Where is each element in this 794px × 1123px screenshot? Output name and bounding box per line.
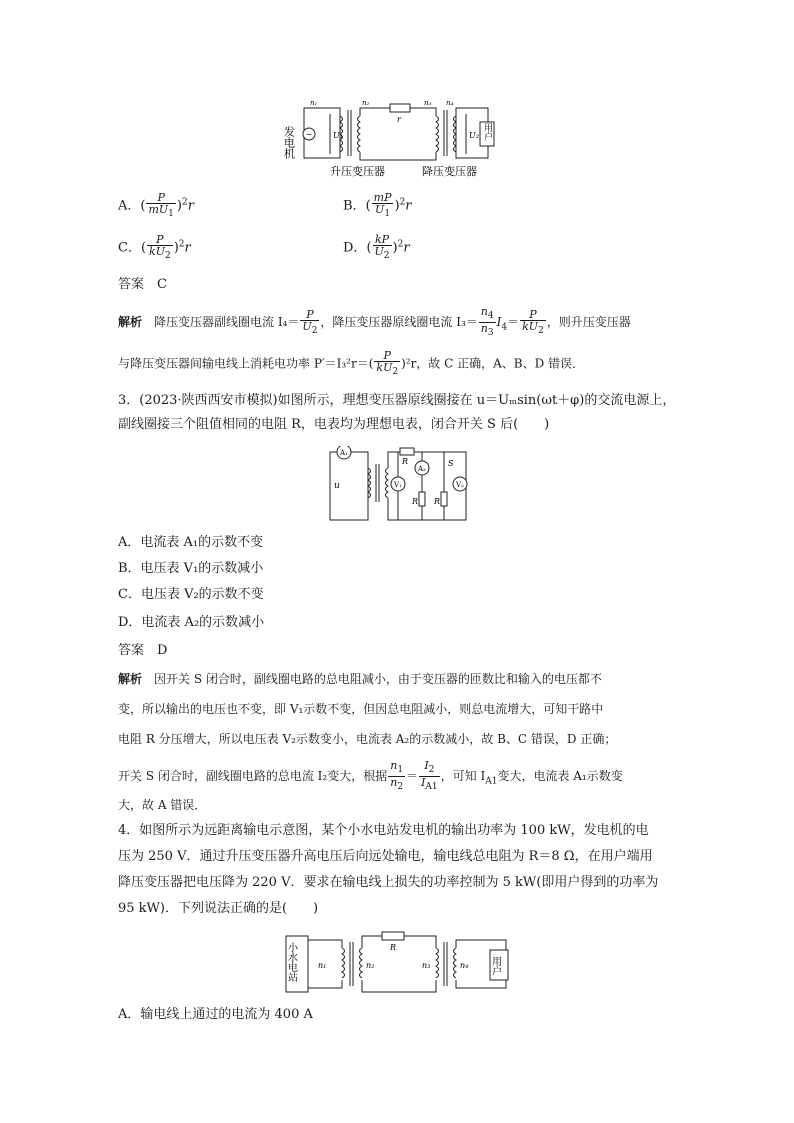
q3-source-u-label: u — [334, 481, 340, 491]
q4-stem-line-3: 降压变压器把电压降为 220 V．要求在输电线上损失的功率控制为 5 kW(即用户得到的功率为 — [118, 875, 659, 890]
q4-transmission-figure — [282, 928, 522, 1000]
q3-option-a[interactable]: A．电流表 A₁的示数不变 — [118, 535, 264, 550]
q3-resistor-3-label: R — [434, 497, 441, 506]
resistor-r-label: r — [397, 115, 401, 124]
ac-source-icon: ~ — [305, 130, 313, 139]
q3-stem-line-2: 副线圈接三个阻值相同的电阻 R，电表均为理想电表，闭合开关 S 后( ) — [118, 417, 550, 432]
q4-n2-label: n₂ — [366, 961, 375, 970]
q3-analysis-line-1: 解析 因开关 S 闭合时，副线圈电路的总电阻减小，由于变压器的匝数比和输入的电压都不 — [118, 672, 602, 686]
q2-analysis-line-2: 与降压变压器间输电线上消耗电功率 P′＝I₃²r＝( $\frac{P}{kU_2}$ )²r，故 C 正确，A、B、D 错误． — [118, 349, 585, 378]
q4-n4-label: n₄ — [460, 961, 469, 970]
n3-label: n₃ — [424, 99, 432, 107]
q4-n1-label: n₁ — [318, 961, 327, 970]
voltmeter-v2-icon: V₂ — [456, 481, 464, 489]
u2-label: U₂ — [469, 131, 479, 140]
q3-analysis-line-2: 变，所以输出的电压也不变，即 V₁示数不变，但因总电阻减小，则总电流增大，可知干路中 — [118, 702, 604, 716]
q4-stem-line-4: 95 kW)．下列说法正确的是( ) — [118, 901, 319, 916]
u1-label: U₁ — [333, 131, 343, 140]
q3-option-c[interactable]: C．电压表 V₂的示数不变 — [118, 587, 264, 602]
q4-stem-line-2: 压为 250 V．通过升压变压器升高电压后向远处输电，输电线总电阻为 R＝8 Ω，在用户端用 — [118, 849, 653, 864]
q3-resistor-2-label: R — [412, 497, 419, 506]
ammeter-a1-icon: A₁ — [340, 449, 348, 457]
q4-user-label: 用户 — [489, 956, 501, 976]
q3-option-b[interactable]: B．电压表 V₁的示数减小 — [118, 561, 264, 576]
q3-analysis-line-3: 电阻 R 分压增大，所以电压表 V₂示数变小，电流表 A₂的示数减小，故 B、C 错误，D 正确； — [118, 732, 617, 746]
q3-stem-line-1: 3．(2023·陕西西安市模拟)如图所示，理想变压器原线圈接在 u＝Uₘsin(ωt＋φ)的交流电源上， — [118, 393, 676, 408]
n2-label: n₂ — [362, 99, 370, 107]
q3-answer: 答案 D — [118, 643, 168, 658]
ammeter-a2-icon: A₂ — [418, 465, 426, 473]
q2-option-b[interactable]: B．( $\frac{mP}{U_1}$ )$^2$r — [343, 191, 412, 220]
q4-option-a[interactable]: A．输电线上通过的电流为 400 A — [118, 1007, 313, 1022]
step-down-label: 降压变压器 — [422, 165, 477, 178]
q4-resistor-label: R — [390, 943, 397, 952]
q3-analysis-line-4: 开关 S 闭合时，副线圈电路的总电流 I₂变大，根据 $\frac{n_1}{n_2}$ ＝ $\frac{I_2}{I_{A1}}$ ，可知 $I_{A1}$变大，电流表 A₁示数变 — [118, 759, 623, 793]
q4-station-label: 小水电站 — [285, 942, 297, 982]
q2-answer: 答案 C — [118, 277, 167, 292]
q3-analysis-line-5: 大，故 A 错误． — [118, 798, 207, 812]
q4-stem-line-1: 4．如图所示为远距离输电示意图，某个小水电站发电机的输出功率为 100 kW，发电机的电 — [118, 823, 649, 838]
n1-label: n₁ — [310, 99, 318, 107]
user-label: 用户 — [482, 123, 492, 141]
q3-option-d[interactable]: D．电流表 A₂的示数减小 — [118, 615, 265, 630]
q3-resistor-label: R — [402, 457, 409, 466]
transmission-circuit-figure — [282, 96, 512, 180]
q2-option-c[interactable]: C．( $\frac{P}{kU_2}$ )$^2$r — [118, 233, 191, 262]
n4-label: n₄ — [446, 99, 454, 107]
q4-n3-label: n₃ — [422, 961, 431, 970]
q3-circuit-figure — [326, 446, 472, 526]
step-up-label: 升压变压器 — [330, 165, 385, 178]
voltmeter-v1-icon: V₁ — [394, 481, 402, 489]
generator-vertical-label: 发电机 — [282, 126, 296, 159]
q2-option-d[interactable]: D．( $\frac{kP}{U_2}$ )$^2$r — [343, 233, 410, 262]
q3-switch-label: S — [448, 459, 454, 468]
q2-analysis-line-1: 解析 降压变压器副线圈电流 I₄＝ $\frac{P}{U_2}$ ，降压变压器原线圈电流 I₃＝ $\frac{n_4}{n_3}$ $I_4=$ $\frac{P}{kU_2}$ ，则升压变压器 — [118, 305, 631, 339]
q2-option-a[interactable]: A．( $\frac{P}{mU_1}$ )$^2$r — [118, 191, 194, 220]
